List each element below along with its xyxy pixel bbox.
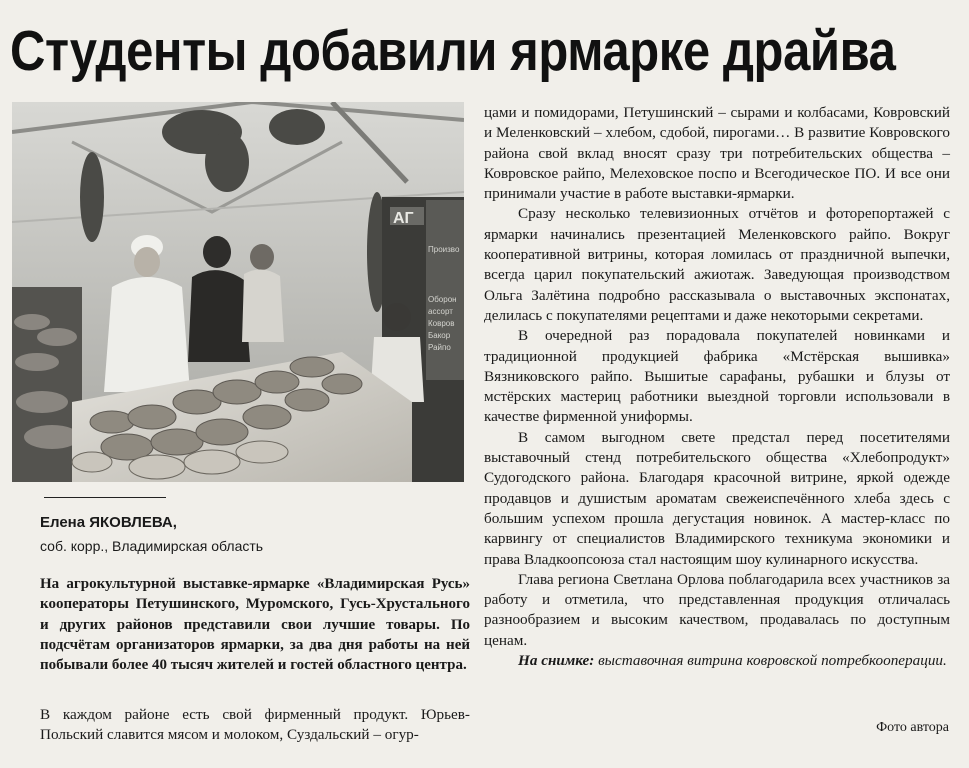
byline-divider [44,497,166,498]
body-paragraph: В самом выгодном свете предстал перед посетителями выставочный стенд потребительского общества «Хлебопродукт» Судогодского района. Благодаря красочной витрине, яркой одежде продавцов и душистым ароматам свежеиспечённого хлеба здесь с большим успехом прошла дегустация новинок. А мастер-класс по карвингу от специалистов Владимирского техникума экономики и права Владкоопсоюза стал настоящим шоу кулинарного искусства. [484,428,950,568]
body-paragraph: Глава региона Светлана Орлова поблагодарила всех участников за работу и отметила, что представленная продукция отличалась разнообразием и высоким качеством, продавалась по доступным ценам. [484,570,950,649]
body-paragraph: цами и помидорами, Петушинский – сырами и колбасами, Ковровский и Меленковский – хлебом, сдобой, пирогами… В развитие Ковровского района свой вклад вносят сразу три потребительских общества – Ковровское райпо, Мелеховское поспо и Всегодическое ПО. И все они принимали участие в работе выставки-ярмарки. [484,104,950,203]
stand-sign-line: Бакор [428,331,451,340]
author-role: соб. корр., Владимирская область [40,538,264,554]
article-lead: На агрокультурной выставке-ярмарке «Владимирская Русь» кооператоры Петушинского, Муромского, Гусь-Хрустального и других районов представили свои лучшие товары. По подсчётам организаторов ярмарки, за два дня работы на ней побывали более 40 тысяч жителей и гостей областного центра. [40,576,470,674]
stand-sign-line: Произво [428,245,460,254]
stand-sign-line: Райпо [428,343,451,352]
stand-sign-line: Оборон [428,295,457,304]
photo-credit: Фото автора [876,720,949,735]
caption-text: выставочная витрина ковровской потребкооперации. [594,652,947,670]
body-paragraph: Сразу несколько телевизионных отчётов и фоторепортажей с ярмарки начинались презентацией Меленковского райпо. Вокруг кооперативной витрины, которая ломилась от праздничной выпечки, всегда царил покупательский ажиотаж. Заведующая производством Ольга Залётина подробно рассказывала о выставочных экспонатах, делилась с покупателями рецептами и даже некоторыми секретами. [484,205,950,324]
author-name: Елена ЯКОВЛЕВА, [40,514,177,531]
article-body-right [484,103,950,671]
stand-sign-line: ассорт [428,307,453,316]
photo-caption [484,651,950,671]
article-headline: Студенты добавили ярмарке драйва [10,19,896,83]
body-paragraph: В очередной раз порадовала покупателей новинками и традиционной продукцией фабрика «Мстёрская вышивка» Вязниковского райпо. Вышитые сарафаны, рубашки и блузы от мстёрских мастериц работники выездной торговли использовали в качестве фирменной униформы. [484,327,950,426]
article-body-left: В каждом районе есть свой фирменный продукт. Юрьев-Польский славится мясом и молоком, Суздальский – огур- [40,706,470,744]
article-photo [12,102,464,482]
stand-sign-text: АГ [393,210,414,227]
stand-sign-line: Ковров [428,319,455,328]
caption-label: На снимке: [518,652,595,670]
